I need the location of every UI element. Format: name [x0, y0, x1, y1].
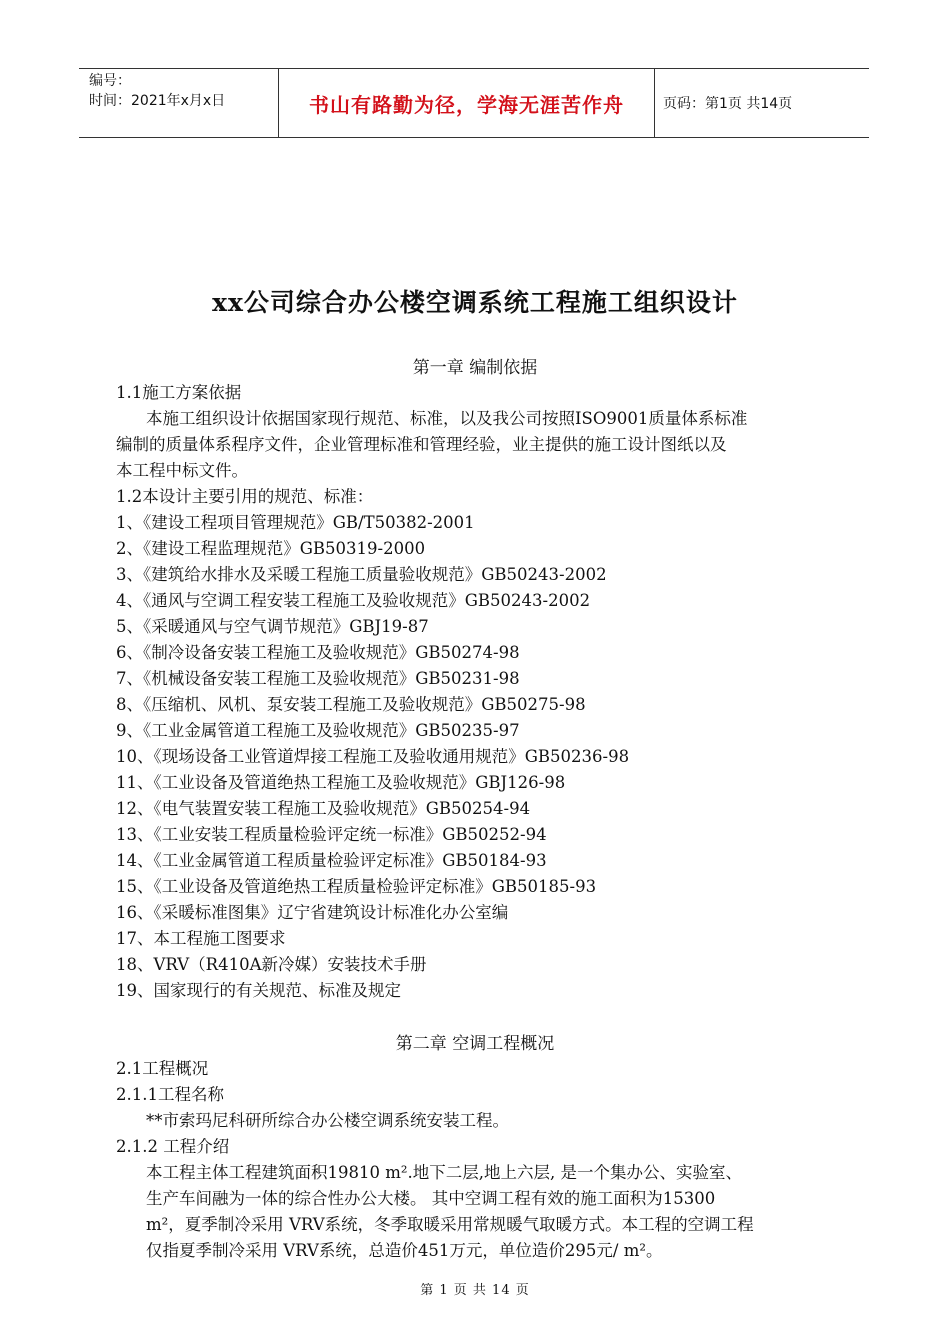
- reference-item: 18、VRV（R410A新冷媒）安装技术手册: [116, 955, 427, 974]
- motto: 书山有路勤为径，学海无涯苦作舟: [309, 92, 624, 117]
- section-2-1-1: 2.1.1工程名称: [116, 1085, 224, 1104]
- section-1-1: 1.1施工方案依据: [116, 383, 242, 402]
- intro-line: m²，夏季制冷采用 VRV系统，冬季取暖采用常规暖气取暖方式。本工程的空调工程: [146, 1215, 754, 1234]
- header-motto-cell: [279, 69, 655, 137]
- header-meta: [79, 69, 279, 137]
- chapter-2-heading: 第二章 空调工程概况: [395, 1034, 555, 1054]
- page-info: 页码：第1页 共14页: [663, 96, 793, 112]
- document-title: xx公司综合办公楼空调系统工程施工组织设计: [212, 288, 738, 317]
- page-footer: 第 1 页 共 14 页: [420, 1283, 530, 1298]
- paragraph-line: 本工程中标文件。: [116, 461, 248, 480]
- reference-item: 6、《制冷设备安装工程施工及验收规范》GB50274-98: [116, 643, 520, 662]
- reference-item: 13、《工业安装工程质量检验评定统一标准》GB50252-94: [116, 825, 547, 844]
- reference-item: 8、《压缩机、风机、泵安装工程施工及验收规范》GB50275-98: [116, 695, 586, 714]
- intro-line: 仅指夏季制冷采用 VRV系统，总造价451万元，单位造价295元/ m²。: [146, 1241, 663, 1260]
- number-label: 编号：: [89, 73, 131, 89]
- reference-item: 14、《工业金属管道工程质量检验评定标准》GB50184-93: [116, 851, 547, 870]
- section-2-1: 2.1工程概况: [116, 1059, 209, 1078]
- reference-item: 3、《建筑给水排水及采暖工程施工质量验收规范》GB50243-2002: [116, 565, 607, 584]
- reference-item: 16、《采暖标准图集》辽宁省建筑设计标准化办公室编: [116, 903, 509, 922]
- section-2-1-2: 2.1.2 工程介绍: [116, 1137, 230, 1156]
- paragraph-line: 本施工组织设计依据国家现行规范、标准，以及我公司按照ISO9001质量体系标准: [146, 409, 748, 428]
- date-text: 时间：2021年x月x日: [89, 93, 226, 109]
- reference-item: 15、《工业设备及管道绝热工程质量检验评定标准》GB50185-93: [116, 877, 597, 896]
- reference-item: 4、《通风与空调工程安装工程施工及验收规范》GB50243-2002: [116, 591, 591, 610]
- page-header: [79, 68, 869, 138]
- project-name: **市索玛尼科研所综合办公楼空调系统安装工程。: [146, 1111, 509, 1130]
- reference-item: 10、《现场设备工业管道焊接工程施工及验收通用规范》GB50236-98: [116, 747, 630, 766]
- intro-line: 生产车间融为一体的综合性办公大楼。 其中空调工程有效的施工面积为15300: [146, 1189, 716, 1208]
- reference-item: 9、《工业金属管道工程施工及验收规范》GB50235-97: [116, 721, 520, 740]
- chapter-1-heading: 第一章 编制依据: [412, 358, 538, 378]
- section-1-2: 1.2本设计主要引用的规范、标准：: [116, 487, 374, 506]
- reference-item: 17、本工程施工图要求: [116, 929, 286, 948]
- paragraph-line: 编制的质量体系程序文件，企业管理标准和管理经验，业主提供的施工设计图纸以及: [116, 435, 727, 454]
- intro-line: 本工程主体工程建筑面积19810 m².地下二层,地上六层, 是一个集办公、实验室、: [146, 1163, 742, 1182]
- reference-item: 5、《采暖通风与空气调节规范》GBJ19-87: [116, 617, 429, 636]
- reference-item: 7、《机械设备安装工程施工及验收规范》GB50231-98: [116, 669, 520, 688]
- reference-item: 19、国家现行的有关规范、标准及规定: [116, 981, 401, 1000]
- reference-item: 1、《建设工程项目管理规范》GB/T50382-2001: [116, 513, 475, 532]
- reference-item: 11、《工业设备及管道绝热工程施工及验收规范》GBJ126-98: [116, 773, 566, 792]
- reference-item: 12、《电气装置安装工程施工及验收规范》GB50254-94: [116, 799, 531, 818]
- reference-item: 2、《建设工程监理规范》GB50319-2000: [116, 539, 426, 558]
